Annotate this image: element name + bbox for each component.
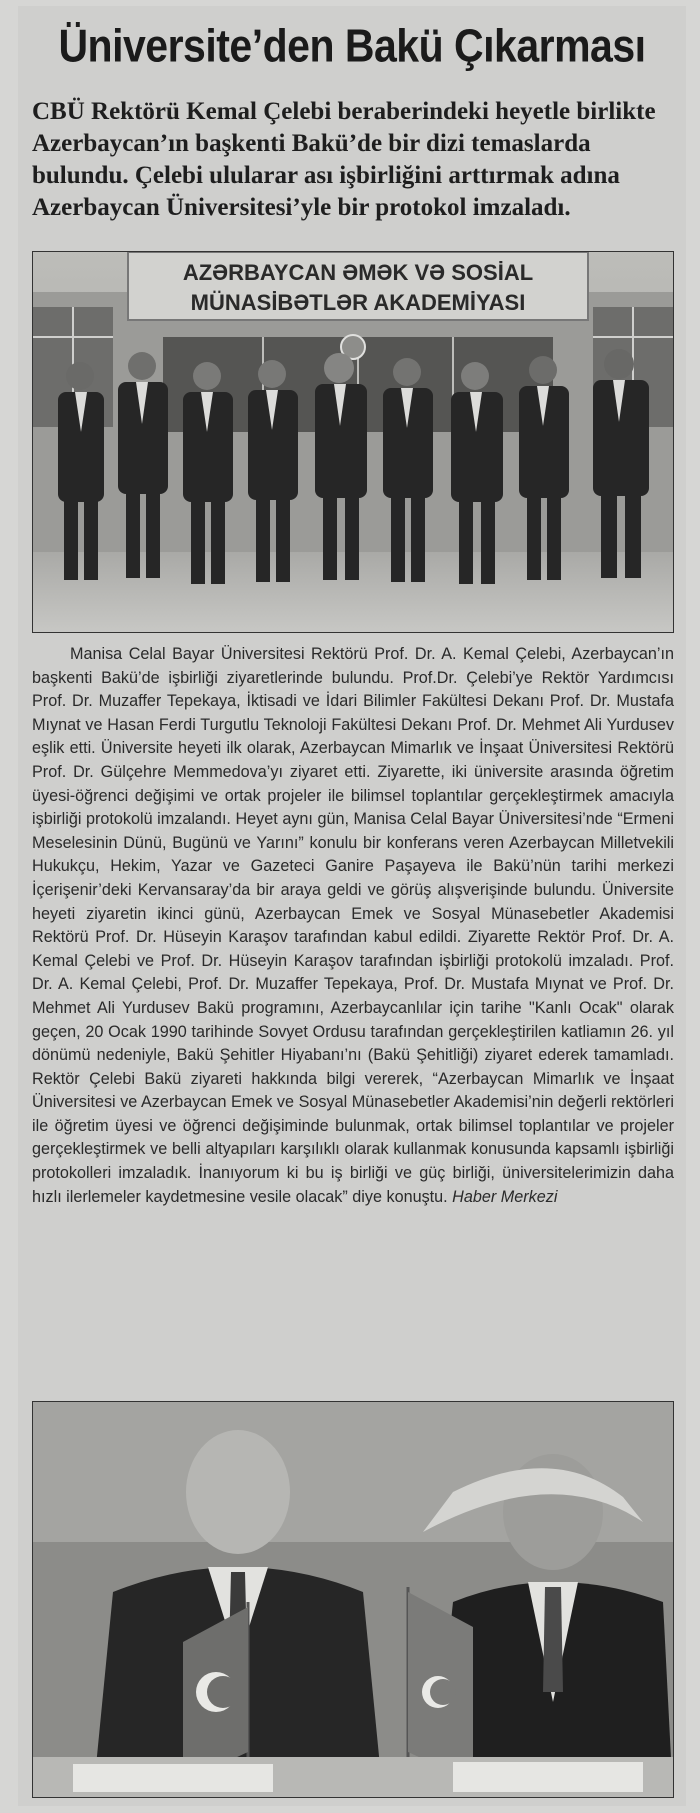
newspaper-clipping xyxy=(18,6,686,1806)
byline: Haber Merkezi xyxy=(452,1187,558,1206)
article-body xyxy=(32,643,674,1209)
article-body-text: Manisa Celal Bayar Üniversitesi Rektörü Prof. Dr. A. Kemal Çelebi, Azerbaycan’ın başkenti Bakü’de işbirliği ziyaretlerinde bulundu. Prof.Dr. Çelebi’ye Rektör Yardımcısı Prof. Dr. Muzaffer Tepekaya, İktisadi ve İdari Bilimler Fakültesi Dekanı Prof. Dr. Mustafa Mıynat ve Hasan Ferdi Turgutlu Teknoloji Fakültesi Dekanı Prof. Dr. Mehmet Ali Yurdusev eşlik etti. Üniversite heyeti ilk olarak, Azerbaycan Mimarlık ve İnşaat Üniversitesi Rektörü Prof. Dr. Gülçehre Memmedova’yı ziyaret etti. Ziyarette, iki üniversite arasında öğretim üyesi-öğrenci değişimi ve ortak projeler ile bilimsel toplantılar gerçekleştirmek amacıyla işbirliği protokolü imzalandı. Heyet aynı gün, Manisa Celal Bayar Üniversitesi’nde “Ermeni Meselesinin Dünü, Bugünü ve Yarını” konulu bir konferans veren Azerbaycan Milletvekili Hukukçu, Hekim, Yazar ve Gazeteci Ganire Paşayeva ile Bakü’nün tarihi merkezi İçerişenir’deki Kervansaray’da bir araya geldi ve görüş alışverişinde bulundu. Üniversite heyeti ziyaretin ikinci günü, Azerbaycan Emek ve Sosyal Münasebetler Akademisi Rektörü Prof. Dr. Hüseyin Karaşov tarafından kabul edildi. Ziyarette Rektör Prof. Dr. A. Kemal Çelebi ve Prof. Dr. Hüseyin Karaşov tarafından işbirliği protokolü imzaladı. Prof. Dr. A. Kemal Çelebi, Prof. Dr. Muzaffer Tepekaya, Prof. Dr. Mustafa Mıynat ve Prof. Dr. Mehmet Ali Yurdusev Bakü programını, Azerbaycanlılar için tarihe "Kanlı Ocak" olarak geçen, 20 Ocak 1990 tarihinde Sovyet Ordusu tarafından gerçekleştirilen katliamın 26. yıl dönümü nedeniyle, Bakü Şehitler Hiyabanı’nı (Bakü Şehitliği) ziyaret ederek tamamladı. Rektör Çelebi Bakü ziyareti hakkında bilgi vererek, “Azerbaycan Mimarlık ve İnşaat Üniversitesi ve Azerbaycan Emek ve Sosyal Münasebetler Akademisi’nin değerli rektörleri ile öğretim üyesi ve öğrenci değişiminde bulunmak, ortak bilimsel toplantılar ve projeler gerçekleştirmek ve belli altyapıları karşılıklı olarak kullanmak konusunda kapsamlı işbirliği protokolleri imzaladık. İnanıyorum ki bu iş birliği ve güç birliği, üniversitelerimizin daha hızlı ilerlemeler kaydetmesine vesile olacak” diye konuştu. xyxy=(32,645,674,1206)
signing-photo xyxy=(32,1401,674,1798)
lede-paragraph: CBÜ Rektörü Kemal Çelebi beraberindeki heyetle birlikte Azerbaycan’ın başkenti Bakü’de bir dizi temaslarda bulundu. Çelebi ulularar ası işbirliğini arttırmak adına Azerbaycan Üniversitesi’yle bir protokol imzaladı. xyxy=(32,98,656,221)
academy-sign-line-2: MÜNASİBƏTLƏR AKADEMİYASI xyxy=(190,290,526,315)
delegation-photo xyxy=(32,251,674,633)
headline: Üniversite’den Bakü Çıkarması xyxy=(58,20,646,72)
academy-sign-line-1: AZƏRBAYCAN ƏMƏK VƏ SOSİAL xyxy=(182,260,534,285)
